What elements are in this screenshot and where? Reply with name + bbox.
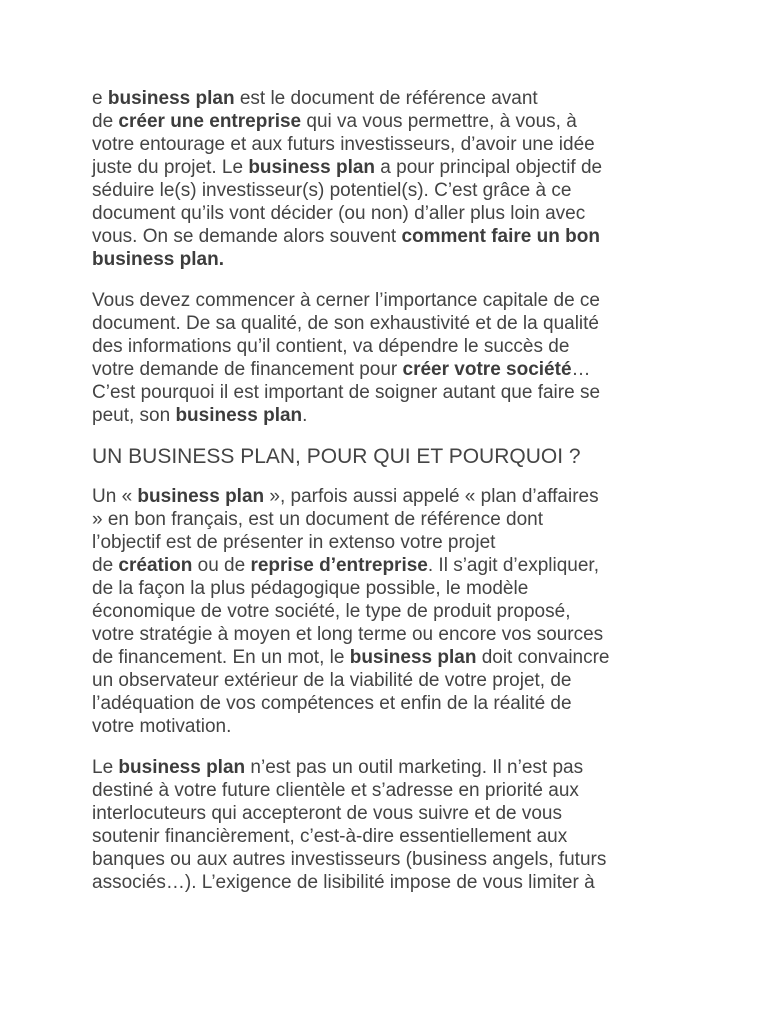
- bold-text: business plan: [175, 405, 303, 426]
- text-line: [92, 202, 610, 225]
- bold-text: business plan: [137, 486, 265, 507]
- text-line: [92, 825, 610, 848]
- text-line: [92, 289, 610, 312]
- text-span: soutenir financièrement, c’est-à-dire essentiellement aux: [92, 826, 568, 847]
- text-span: document qu’ils vont décider (ou non) d’aller plus loin avec: [92, 203, 586, 224]
- text-span: est le document de référence avant: [234, 88, 538, 109]
- paragraph: [92, 289, 610, 427]
- document-body: [92, 87, 610, 912]
- text-span: document. De sa qualité, de son exhaustivité et de la qualité: [92, 313, 599, 334]
- text-span: destiné à votre future clientèle et s’adresse en priorité aux: [92, 780, 579, 801]
- text-span: Vous devez commencer à cerner l’importance capitale de ce: [92, 290, 600, 311]
- text-span: interlocuteurs qui accepteront de vous suivre et de vous: [92, 803, 562, 824]
- text-line: [92, 554, 610, 577]
- text-span: votre stratégie à moyen et long terme ou encore vos sources: [92, 624, 604, 645]
- text-span: économique de votre société, le type de produit proposé,: [92, 601, 571, 622]
- text-line: [92, 669, 610, 692]
- text-span: n’est pas un outil marketing. Il n’est pas: [245, 757, 584, 778]
- text-line: [92, 312, 610, 335]
- text-span: e: [92, 88, 108, 109]
- text-span: » en bon français, est un document de référence dont: [92, 509, 544, 530]
- section-heading: UN BUSINESS PLAN, POUR QUI ET POURQUOI ?: [92, 445, 581, 468]
- text-span: banques ou aux autres investisseurs (business angels, futurs: [92, 849, 607, 870]
- text-span: votre demande de financement pour: [92, 359, 403, 380]
- bold-text: créer une entreprise: [118, 111, 302, 132]
- text-line: [92, 133, 610, 156]
- text-span: juste du projet. Le: [92, 157, 249, 178]
- text-span: vous. On se demande alors souvent: [92, 226, 402, 247]
- text-span: Le: [92, 757, 119, 778]
- text-span: l’objectif est de présenter in extenso votre projet: [92, 532, 496, 553]
- text-line: [92, 156, 610, 179]
- text-span: de: [92, 555, 119, 576]
- text-line: [92, 404, 610, 427]
- bold-text: création: [118, 555, 193, 576]
- paragraph: [92, 756, 610, 894]
- bold-text: business plan: [248, 157, 376, 178]
- text-line: [92, 225, 610, 248]
- bold-text: créer votre société: [402, 359, 572, 380]
- text-line: [92, 623, 610, 646]
- text-line: [92, 600, 610, 623]
- text-span: Un «: [92, 486, 138, 507]
- text-span: qui va vous permettre, à vous, à: [301, 111, 577, 132]
- bold-text: business plan: [107, 88, 235, 109]
- text-span: votre motivation.: [92, 716, 232, 737]
- text-line: [92, 871, 610, 894]
- text-span: . Il s’agit d’expliquer,: [427, 555, 599, 576]
- bold-text: business plan: [349, 647, 477, 668]
- text-line: [92, 577, 610, 600]
- text-span: de: [92, 111, 119, 132]
- text-line: [92, 508, 610, 531]
- text-line: [92, 756, 610, 779]
- text-line: [92, 531, 610, 554]
- bold-text: reprise d’entreprise: [250, 555, 428, 576]
- text-span: associés…). L’exigence de lisibilité impose de vous limiter à: [92, 872, 595, 893]
- text-span: C’est pourquoi il est important de soigner autant que faire se: [92, 382, 601, 403]
- text-line: [92, 692, 610, 715]
- text-span: des informations qu’il contient, va dépendre le succès de: [92, 336, 570, 357]
- text-span: doit convaincre: [476, 647, 610, 668]
- text-line: [92, 87, 610, 110]
- text-span: de financement. En un mot, le: [92, 647, 350, 668]
- text-span: ou de: [192, 555, 251, 576]
- text-line: [92, 335, 610, 358]
- text-line: [92, 485, 610, 508]
- paragraph: [92, 485, 610, 738]
- text-line: [92, 802, 610, 825]
- bold-text: business plan: [118, 757, 246, 778]
- text-line: [92, 358, 610, 381]
- text-span: a pour principal objectif de: [375, 157, 603, 178]
- text-line: [92, 715, 610, 738]
- text-span: l’adéquation de vos compétences et enfin de la réalité de: [92, 693, 572, 714]
- paragraph: [92, 87, 610, 271]
- bold-text: business plan.: [92, 249, 224, 270]
- text-span: …: [571, 359, 591, 380]
- text-line: [92, 779, 610, 802]
- text-span: votre entourage et aux futurs investisseurs, d’avoir une idée: [92, 134, 595, 155]
- text-span: .: [302, 405, 308, 426]
- text-line: [92, 646, 610, 669]
- text-span: séduire le(s) investisseur(s) potentiel(s). C’est grâce à ce: [92, 180, 572, 201]
- text-span: peut, son: [92, 405, 176, 426]
- bold-text: comment faire un bon: [401, 226, 600, 247]
- text-line: [92, 381, 610, 404]
- text-line: [92, 848, 610, 871]
- text-line: [92, 248, 610, 271]
- text-span: un observateur extérieur de la viabilité de votre projet, de: [92, 670, 572, 691]
- text-line: [92, 110, 610, 133]
- text-line: [92, 179, 610, 202]
- text-span: », parfois aussi appelé « plan d’affaires: [264, 486, 599, 507]
- text-span: de la façon la plus pédagogique possible, le modèle: [92, 578, 529, 599]
